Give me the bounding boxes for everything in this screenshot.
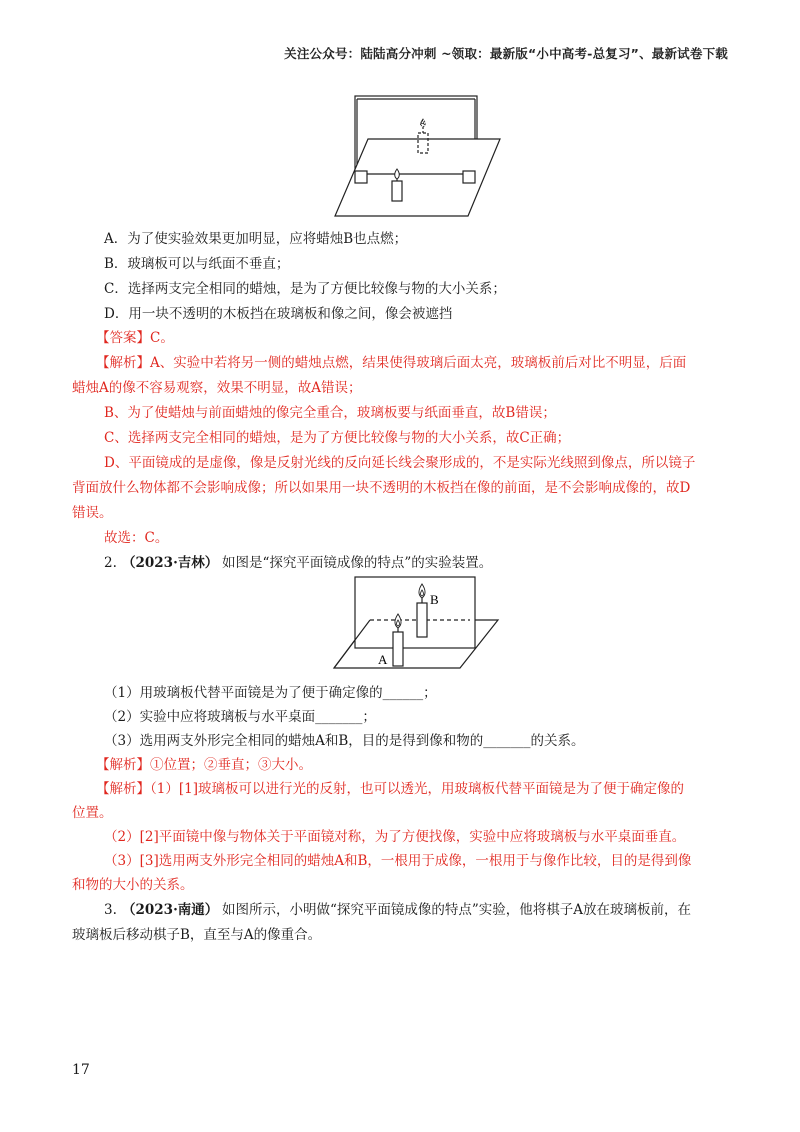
q1-answer: 【答案】C。	[96, 330, 174, 346]
q3-number: 3.	[104, 902, 117, 918]
q1-analysis-line: 错误。	[72, 505, 113, 521]
figure-label-b: B	[430, 592, 439, 607]
q2-analysis-line: 位置。	[72, 805, 113, 821]
q2-stem: 如图是“探究平面镜成像的特点”的实验装置。	[222, 555, 493, 571]
option-b: B．玻璃板可以与纸面不垂直；	[104, 256, 290, 272]
page-header: 关注公众号：陆陆高分冲刺 ~领取：最新版“小中高考-总复习”、最新试卷下载	[284, 46, 728, 61]
option-c: C．选择两支完全相同的蜡烛，是为了方便比较像与物的大小关系；	[104, 281, 506, 297]
q1-analysis-line: 背面放什么物体都不会影响成像；所以如果用一块不透明的木板挡在像的前面，是不会影响成像的，故D	[72, 480, 691, 496]
q1-analysis-line: D、平面镜成的是虚像，像是反射光线的反向延长线会聚形成的，不是实际光线照到像点，所以镜子	[104, 455, 696, 471]
q3-stem-line: 玻璃板后移动棋子B，直至与A的像重合。	[72, 927, 322, 943]
q2-source: （2023·吉林）	[122, 555, 219, 571]
q1-analysis-line: C、选择两支完全相同的蜡烛，是为了方便比较像与物的大小关系，故C正确；	[104, 430, 571, 446]
figure-label-a: A	[420, 120, 425, 127]
q2-subquestion: （1）用玻璃板代替平面镜是为了便于确定像的______；	[104, 685, 437, 701]
q2-analysis-line: （3）[3]选用两支外形完全相同的蜡烛A和B，一根用于成像，一根用于与像作比较，目的是得到像	[104, 853, 692, 869]
q1-analysis-line: 蜡烛A的像不容易观察，效果不明显，故A错误；	[72, 380, 362, 396]
q1-analysis-line: 【解析】A、实验中若将另一侧的蜡烛点燃，结果使得玻璃后面太亮，玻璃板前后对比不明显，后面	[96, 355, 687, 371]
option-a: A．为了使实验效果更加明显，应将蜡烛B也点燃；	[104, 231, 408, 247]
q2-answer: 【解析】①位置；②垂直；③大小。	[96, 757, 312, 773]
figure-label-a: A	[378, 652, 388, 667]
q2-subquestion: （2）实验中应将玻璃板与水平桌面_______；	[104, 709, 376, 725]
experiment-figure-1	[330, 93, 505, 223]
q2-number: 2.	[104, 555, 117, 571]
q2-subquestion: （3）选用两支外形完全相同的蜡烛A和B，目的是得到像和物的_______的关系。	[104, 733, 585, 749]
q1-analysis-line: B、为了使蜡烛与前面蜡烛的像完全重合，玻璃板要与纸面垂直，故B错误；	[104, 405, 556, 421]
option-d: D．用一块不透明的木板挡在玻璃板和像之间，像会被遮挡	[104, 306, 453, 322]
experiment-figure-2	[330, 574, 500, 678]
q3-source: （2023·南通）	[122, 902, 219, 918]
page-number: 17	[72, 1062, 90, 1078]
q2-analysis-line: 【解析】（1）[1]玻璃板可以进行光的反射，也可以透光，用玻璃板代替平面镜是为了便于确定像的	[96, 781, 684, 797]
q1-conclusion: 故选：C。	[104, 530, 169, 546]
q2-analysis-line: （2）[2]平面镜中像与物体关于平面镜对称，为了方便找像，实验中应将玻璃板与水平桌面垂直。	[104, 829, 686, 845]
q2-analysis-line: 和物的大小的关系。	[72, 877, 194, 893]
q3-stem-line: 如图所示，小明做“探究平面镜成像的特点”实验，他将棋子A放在玻璃板前，在	[222, 902, 692, 918]
